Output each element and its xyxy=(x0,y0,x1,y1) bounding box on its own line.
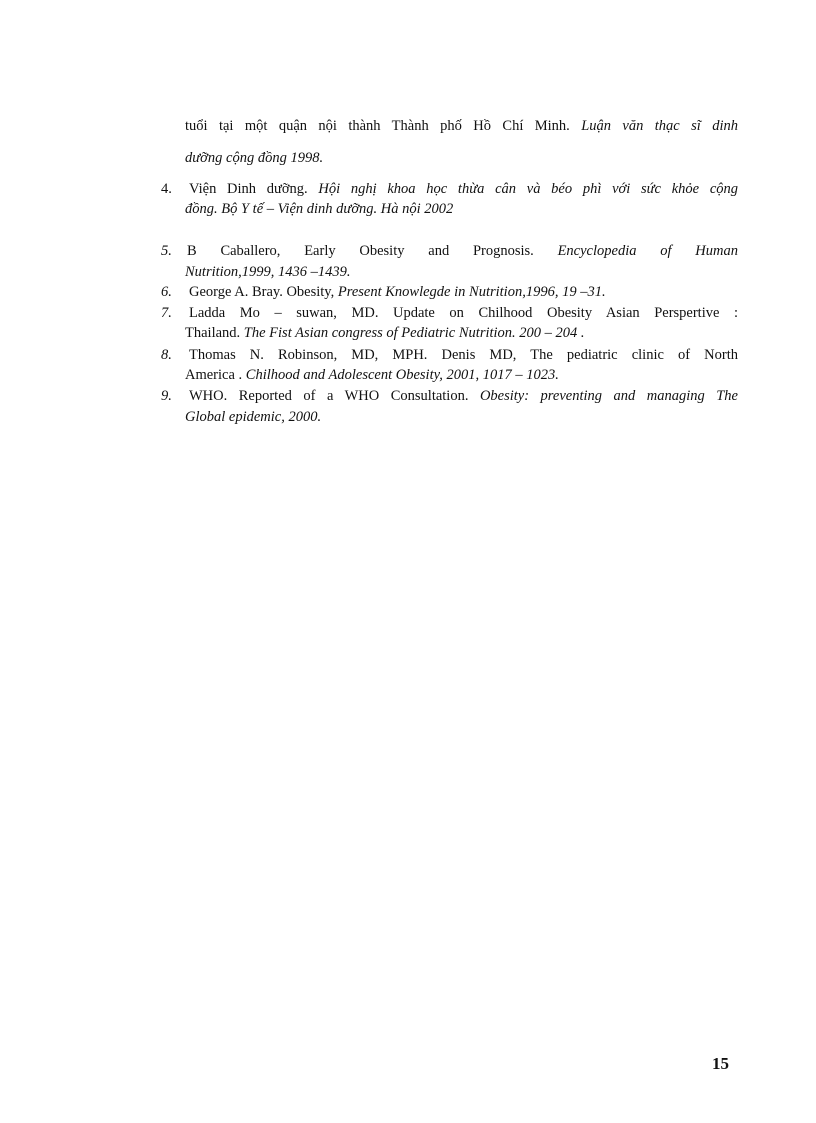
ref9-line1-plain: WHO. Reported of a WHO Consultation. xyxy=(189,388,480,404)
ref8-line2-italic: Chilhood and Adolescent Obesity, 2001, 1017 – 1023. xyxy=(245,367,559,383)
ref3-line2 xyxy=(185,149,323,167)
ref6-plain: George A. Bray. Obesity, xyxy=(189,284,338,300)
ref5-line2 xyxy=(185,263,351,281)
ref9-line2-italic: Global epidemic, 2000. xyxy=(185,409,322,425)
ref4-line2 xyxy=(185,200,453,218)
ref6-line1 xyxy=(189,283,606,301)
ref9-line2 xyxy=(185,408,321,426)
ref8-number: 8. xyxy=(161,347,172,363)
ref7-number: 7. xyxy=(161,305,172,321)
ref9-line1 xyxy=(189,387,738,405)
ref3-line1-italic: Luận văn thạc sĩ dinh xyxy=(581,118,738,134)
ref8-line1 xyxy=(189,346,738,364)
ref7-line2 xyxy=(185,324,585,342)
ref6-italic: Present Knowlegde in Nutrition,1996, 19 –31. xyxy=(337,284,606,300)
ref3-line2-italic: dưỡng cộng đồng 1998. xyxy=(185,150,324,166)
ref7-line2-italic: The Fist Asian congress of Pediatric Nutrition. 200 – 204 . xyxy=(243,325,585,341)
ref5-number: 5. xyxy=(161,243,172,259)
ref9-line1-italic: Obesity: preventing and managing The xyxy=(479,388,738,404)
ref4-author: Viện Dinh dưỡng. xyxy=(189,181,319,197)
ref7-line2-plain: Thailand. xyxy=(185,325,244,341)
ref7-line1 xyxy=(189,304,738,322)
page-number: 15 xyxy=(712,1054,729,1073)
ref4-number: 4. xyxy=(161,181,172,197)
ref5-line1 xyxy=(187,242,738,260)
ref6-number: 6. xyxy=(161,284,172,300)
ref4-line1 xyxy=(189,180,738,198)
ref7-line1-plain: Ladda Mo – suwan, MD. Update on Chilhood Obesity Asian Perspertive : xyxy=(189,305,738,321)
ref5-line2-italic: Nutrition,1999, 1436 –1439. xyxy=(185,264,351,280)
ref3-line1-plain: tuổi tại một quận nội thành Thành phố Hồ Chí Minh. xyxy=(185,118,582,134)
ref8-line2-plain: America . xyxy=(185,367,246,383)
ref8-line2 xyxy=(185,366,559,384)
ref5-line1-italic: Encyclopedia of Human xyxy=(557,243,738,259)
ref3-line1 xyxy=(185,117,738,135)
ref9-number: 9. xyxy=(161,388,172,404)
ref4-title-line2: đồng. Bộ Y tế – Viện dinh dưỡng. Hà nội 2002 xyxy=(185,201,454,217)
ref4-title-line1: Hội nghị khoa học thừa cân và béo phì với sức khỏe cộng xyxy=(318,181,738,197)
ref5-line1-plain: B Caballero, Early Obesity and Prognosis. xyxy=(187,243,558,259)
ref8-line1-plain: Thomas N. Robinson, MD, MPH. Denis MD, The pediatric clinic of North xyxy=(189,347,738,363)
